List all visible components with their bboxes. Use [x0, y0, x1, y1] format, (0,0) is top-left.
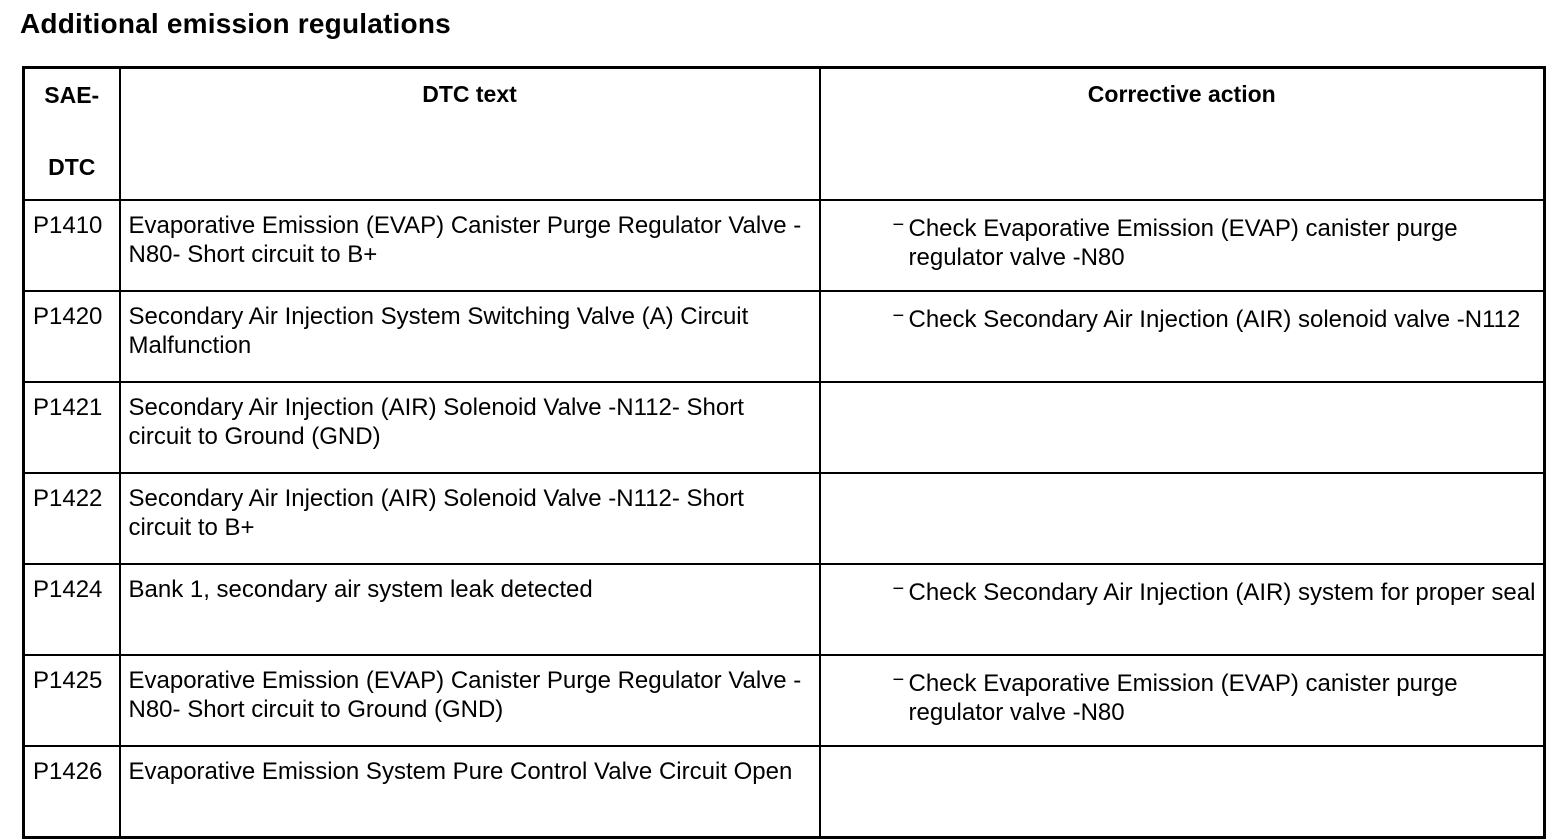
- dtc-text-cell: Secondary Air Injection (AIR) Solenoid Valve -N112- Short circuit to B+: [120, 473, 820, 564]
- corrective-action-cell: [820, 564, 1545, 655]
- dash-bullet: −: [892, 578, 905, 600]
- corrective-action-text: Check Secondary Air Injection (AIR) system for proper seal: [908, 579, 1536, 606]
- dtc-text-cell: Evaporative Emission (EVAP) Canister Purge Regulator Valve -N80- Short circuit to Ground (GND): [120, 655, 820, 746]
- table-header-row: [24, 68, 1545, 201]
- page-title: Additional emission regulations: [20, 8, 451, 39]
- dtc-text-cell: Evaporative Emission (EVAP) Canister Purge Regulator Valve -N80- Short circuit to B+: [120, 200, 820, 291]
- column-header-dtc-text: DTC text: [120, 68, 820, 201]
- corrective-action-text: Check Secondary Air Injection (AIR) solenoid valve -N112: [908, 306, 1521, 333]
- table-row: [24, 473, 1545, 564]
- corrective-action-text: Check Evaporative Emission (EVAP) canister purge regulator valve -N80: [908, 215, 1458, 271]
- dtc-code-cell: P1422: [24, 473, 120, 564]
- column-header-sae-dtc: [24, 68, 120, 201]
- dtc-text-cell: Bank 1, secondary air system leak detected: [120, 564, 820, 655]
- column-header-sae: SAE-: [44, 82, 100, 108]
- dtc-text-cell: Evaporative Emission System Pure Control Valve Circuit Open: [120, 746, 820, 838]
- corrective-action-cell: [820, 200, 1545, 291]
- table-row: [24, 291, 1545, 382]
- corrective-action-cell: [820, 382, 1545, 473]
- dash-bullet: −: [892, 305, 905, 327]
- corrective-action-cell: [820, 746, 1545, 838]
- corrective-action-text: Check Evaporative Emission (EVAP) canister purge regulator valve -N80: [908, 670, 1458, 726]
- table-row: [24, 564, 1545, 655]
- dtc-table: [22, 66, 1546, 839]
- corrective-action-cell: [820, 291, 1545, 382]
- corrective-action-cell: [820, 655, 1545, 746]
- column-header-corrective-action: Corrective action: [820, 68, 1545, 201]
- column-header-dtc: DTC: [48, 154, 96, 180]
- dtc-code-cell: P1424: [24, 564, 120, 655]
- dash-bullet: −: [892, 669, 905, 691]
- table-row: [24, 200, 1545, 291]
- table-row: [24, 655, 1545, 746]
- dtc-code-cell: P1425: [24, 655, 120, 746]
- dtc-code-cell: P1410: [24, 200, 120, 291]
- dtc-code-cell: P1426: [24, 746, 120, 838]
- dtc-code-cell: P1421: [24, 382, 120, 473]
- corrective-action-cell: [820, 473, 1545, 564]
- dash-bullet: −: [892, 214, 905, 236]
- dtc-text-cell: Secondary Air Injection System Switching Valve (A) Circuit Malfunction: [120, 291, 820, 382]
- table-row: [24, 382, 1545, 473]
- dtc-code-cell: P1420: [24, 291, 120, 382]
- dtc-text-cell: Secondary Air Injection (AIR) Solenoid Valve -N112- Short circuit to Ground (GND): [120, 382, 820, 473]
- table-row: [24, 746, 1545, 838]
